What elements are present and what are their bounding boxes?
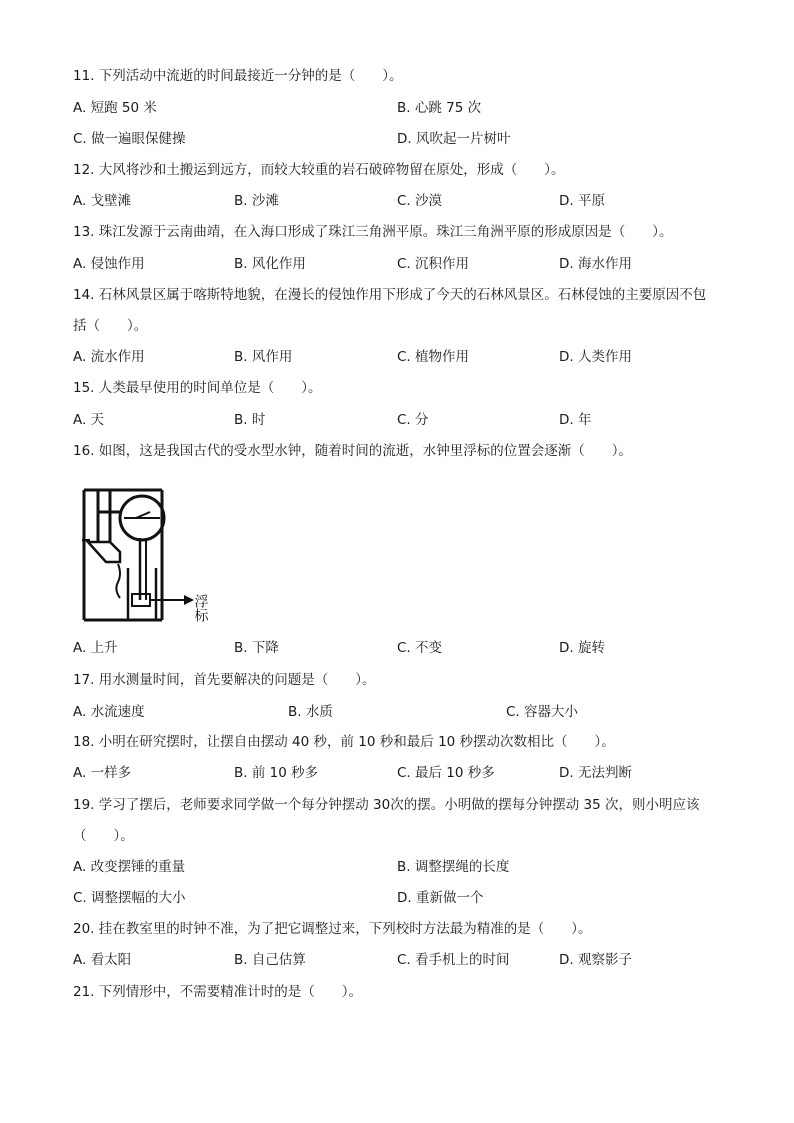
q15-option-d: D. 年 bbox=[559, 412, 592, 428]
q16-option-c: C. 不变 bbox=[397, 640, 443, 656]
q14-option-d: D. 人类作用 bbox=[559, 349, 632, 365]
question-12-stem: 12. 大风将沙和土搬运到远方，而较大较重的岩石破碎物留在原处，形成（ ）。 bbox=[73, 162, 565, 178]
question-20-stem: 20. 挂在教室里的时钟不准，为了把它调整过来，下列校时方法最为精准的是（ ）。 bbox=[73, 921, 592, 937]
q12-option-a: A. 戈壁滩 bbox=[73, 193, 132, 209]
question-18-stem: 18. 小明在研究摆时，让摆自由摆动 40 秒，前 10 秒和最后 10 秒摆动次数相比（ ）。 bbox=[73, 734, 615, 750]
water-clock-figure bbox=[80, 482, 220, 624]
q20-option-c: C. 看手机上的时间 bbox=[397, 952, 510, 968]
q19-option-c: C. 调整摆幅的大小 bbox=[73, 890, 186, 906]
q11-option-c: C. 做一遍眼保健操 bbox=[73, 131, 186, 147]
q14-option-b: B. 风作用 bbox=[234, 349, 293, 365]
question-13-stem: 13. 珠江发源于云南曲靖，在入海口形成了珠江三角洲平原。珠江三角洲平原的形成原因是（ ）。 bbox=[73, 224, 673, 240]
q15-option-a: A. 天 bbox=[73, 412, 105, 428]
q12-option-c: C. 沙漠 bbox=[397, 193, 443, 209]
q16-option-d: D. 旋转 bbox=[559, 640, 605, 656]
q13-option-a: A. 侵蚀作用 bbox=[73, 256, 145, 272]
q19-option-a: A. 改变摆锤的重量 bbox=[73, 859, 186, 875]
question-19-stem-line2: （ ）。 bbox=[73, 828, 134, 844]
q15-option-c: C. 分 bbox=[397, 412, 429, 428]
q18-option-a: A. 一样多 bbox=[73, 765, 132, 781]
q20-option-d: D. 观察影子 bbox=[559, 952, 632, 968]
q17-option-c: C. 容器大小 bbox=[506, 704, 579, 720]
q20-option-a: A. 看太阳 bbox=[73, 952, 132, 968]
q18-option-d: D. 无法判断 bbox=[559, 765, 632, 781]
float-label: 浮标 bbox=[192, 594, 208, 622]
q11-option-a: A. 短跑 50 米 bbox=[73, 100, 157, 116]
q11-option-b: B. 心跳 75 次 bbox=[397, 100, 482, 116]
question-17-stem: 17. 用水测量时间，首先要解决的问题是（ ）。 bbox=[73, 672, 376, 688]
question-16-stem: 16. 如图，这是我国古代的受水型水钟，随着时间的流逝，水钟里浮标的位置会逐渐（ ）。 bbox=[73, 443, 633, 459]
q12-option-d: D. 平原 bbox=[559, 193, 605, 209]
q20-option-b: B. 自己估算 bbox=[234, 952, 306, 968]
q17-option-a: A. 水流速度 bbox=[73, 704, 145, 720]
q13-option-b: B. 风化作用 bbox=[234, 256, 306, 272]
question-15-stem: 15. 人类最早使用的时间单位是（ ）。 bbox=[73, 380, 322, 396]
q19-option-b: B. 调整摆绳的长度 bbox=[397, 859, 510, 875]
q17-option-b: B. 水质 bbox=[288, 704, 333, 720]
q16-option-a: A. 上升 bbox=[73, 640, 118, 656]
q13-option-c: C. 沉积作用 bbox=[397, 256, 470, 272]
q12-option-b: B. 沙滩 bbox=[234, 193, 279, 209]
question-14-stem-line1: 14. 石林风景区属于喀斯特地貌，在漫长的侵蚀作用下形成了今天的石林风景区。石林侵蚀的主要原因不包 bbox=[73, 287, 707, 303]
q11-option-d: D. 风吹起一片树叶 bbox=[397, 131, 511, 147]
q14-option-c: C. 植物作用 bbox=[397, 349, 470, 365]
q18-option-c: C. 最后 10 秒多 bbox=[397, 765, 495, 781]
question-11-stem: 11. 下列活动中流逝的时间最接近一分钟的是（ ）。 bbox=[73, 68, 403, 84]
q18-option-b: B. 前 10 秒多 bbox=[234, 765, 319, 781]
question-14-stem-line2: 括（ ）。 bbox=[73, 318, 148, 334]
question-21-stem: 21. 下列情形中，不需要精准计时的是（ ）。 bbox=[73, 984, 363, 1000]
q15-option-b: B. 时 bbox=[234, 412, 266, 428]
q19-option-d: D. 重新做一个 bbox=[397, 890, 484, 906]
q13-option-d: D. 海水作用 bbox=[559, 256, 632, 272]
q16-option-b: B. 下降 bbox=[234, 640, 279, 656]
q14-option-a: A. 流水作用 bbox=[73, 349, 145, 365]
question-19-stem-line1: 19. 学习了摆后，老师要求同学做一个每分钟摆动 30次的摆。小明做的摆每分钟摆动 35 次，则小明应该 bbox=[73, 797, 700, 813]
